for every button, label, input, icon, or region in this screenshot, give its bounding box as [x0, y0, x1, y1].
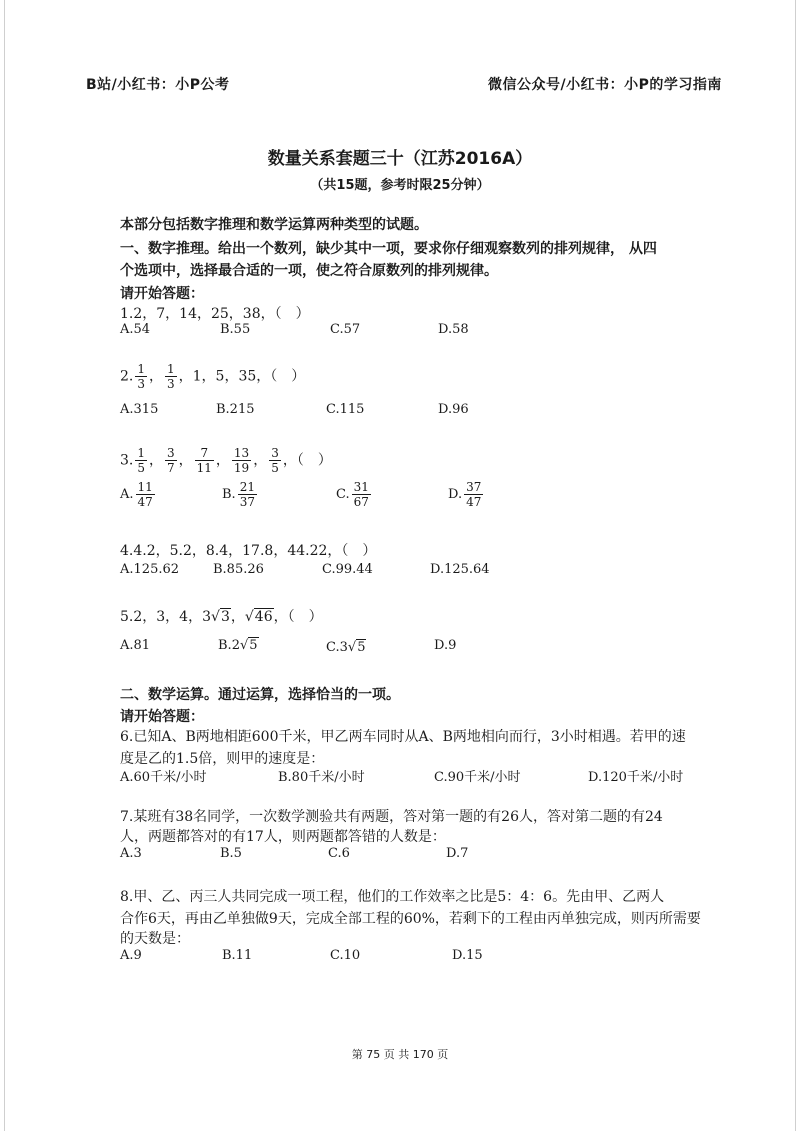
- fraction-denominator: 11: [196, 461, 212, 475]
- fraction-denominator: 3: [137, 377, 145, 391]
- q8-option-d: D.15: [452, 948, 483, 963]
- q6-option-c: C.90千米/小时: [434, 770, 521, 785]
- header-right: 微信公众号/小红书：小P的学习指南: [488, 77, 722, 93]
- q1-option-b: B.55: [220, 322, 251, 337]
- q2-rest: ，1，5，35，（ ）: [178, 368, 306, 385]
- q2-option-a: A.315: [120, 402, 159, 417]
- q1-option-c: C.57: [330, 322, 361, 337]
- page-subtitle: （共15题，参考时限25分钟）: [310, 178, 490, 193]
- q4-stem: 4.4.2，5.2，8.4，17.8，44.22，（ ）: [120, 543, 377, 559]
- section1-start: 请开始答题：: [120, 286, 204, 302]
- separator: ，: [149, 368, 163, 385]
- q4-option-c: C.99.44: [322, 562, 373, 577]
- fraction-numerator: 1: [137, 446, 145, 460]
- q7-option-a: A.3: [120, 846, 142, 861]
- q8-line2: 合作6天，再由乙单独做9天，完成全部工程的60%，若剩下的工程由丙单独完成，则丙所需要: [120, 911, 701, 927]
- q5-prefix: 5.2，3，4，: [120, 609, 203, 625]
- radical-icon: √: [244, 609, 254, 625]
- coefficient: 3: [339, 640, 348, 655]
- separator: ，: [215, 452, 230, 469]
- fraction-denominator: 19: [233, 461, 250, 475]
- fraction-numerator: 11: [137, 480, 153, 494]
- q3-fraction-1: [135, 446, 147, 475]
- q7-option-d: D.7: [446, 846, 469, 861]
- radical-icon: √: [347, 640, 357, 655]
- sqrt-expression: [348, 640, 367, 655]
- q1-option-a: A.54: [120, 322, 151, 337]
- q8-option-c: C.10: [330, 948, 361, 963]
- radicand: 5: [357, 640, 366, 655]
- fraction-numerator: 1: [137, 362, 145, 376]
- q5-option-c: [326, 640, 366, 655]
- option-fraction: [352, 480, 371, 509]
- q1-stem: 1.2，7，14，25，38，（ ）: [120, 306, 310, 322]
- q8-line1: 8.甲、乙、丙三人共同完成一项工程，他们的工作效率之比是5：4：6。先由甲、乙两人: [120, 889, 665, 905]
- q7-line1: 7.某班有38名同学，一次数学测验共有两题，答对第一题的有26人，答对第二题的有24: [120, 809, 663, 825]
- q2-option-c: C.115: [326, 402, 365, 417]
- sqrt-expression: [211, 609, 231, 625]
- fraction-denominator: 7: [167, 461, 175, 475]
- header-left: B站/小红书：小P公考: [86, 77, 230, 93]
- fraction-denominator: 37: [239, 495, 255, 509]
- fraction-numerator: 31: [353, 480, 369, 494]
- q5-option-b: [218, 638, 259, 653]
- q3-fraction-5: [269, 446, 281, 475]
- q3-option-b: [222, 480, 259, 509]
- fraction-denominator: 5: [271, 461, 279, 475]
- q3-fraction-2: [165, 446, 177, 475]
- q3-prefix: 3.: [120, 452, 134, 469]
- fraction-numerator: 7: [200, 446, 209, 460]
- q5-stem: [120, 606, 323, 626]
- radicand: 5: [249, 638, 258, 653]
- q5-option-d: D.9: [434, 638, 457, 653]
- radicand: 3: [220, 609, 230, 625]
- fraction-numerator: 13: [233, 446, 250, 460]
- q6-option-a: A.60千米/小时: [120, 770, 207, 785]
- section1-heading-line2: 个选项中，选择最合适的一项，使之符合原数列的排列规律。: [120, 263, 498, 279]
- sqrt-expression: [245, 609, 274, 625]
- q4-option-d: D.125.64: [430, 562, 490, 577]
- q2-option-b: B.215: [216, 402, 255, 417]
- q1-option-d: D.58: [438, 322, 469, 337]
- option-letter: B.: [222, 487, 236, 502]
- fraction-numerator: 1: [167, 362, 175, 376]
- separator: ，: [253, 452, 268, 469]
- q2-prefix: 2.: [120, 368, 134, 385]
- radical-icon: √: [211, 609, 220, 625]
- intro-text: 本部分包括数字推理和数学运算两种类型的试题。: [120, 217, 428, 233]
- fraction-denominator: 47: [466, 495, 482, 509]
- q5-option-a: A.81: [120, 638, 151, 653]
- fraction-denominator: 67: [353, 495, 369, 509]
- section2-heading: 二、数学运算。通过运算，选择恰当的一项。: [120, 687, 400, 703]
- radicand: 46: [254, 609, 273, 625]
- option-letter: B.: [218, 638, 232, 653]
- fraction-numerator: 21: [239, 480, 255, 494]
- q6-line1: 6.已知A、B两地相距600千米，甲乙两车同时从A、B两地相向而行，3小时相遇。若甲的速: [120, 729, 686, 745]
- q7-option-b: B.5: [220, 846, 242, 861]
- q2-fraction-1: [135, 362, 147, 391]
- q7-option-c: C.6: [328, 846, 350, 861]
- sqrt-expression: [240, 638, 259, 653]
- page-edge-right: [795, 0, 796, 1131]
- q8-option-b: B.11: [222, 948, 253, 963]
- fraction-denominator: 47: [137, 495, 153, 509]
- radical-icon: √: [239, 638, 249, 653]
- q3-fraction-3: [195, 446, 214, 475]
- option-fraction: [464, 480, 483, 509]
- q3-option-a: [120, 480, 157, 509]
- q3-fraction-4: [232, 446, 251, 475]
- fraction-denominator: 5: [137, 461, 145, 475]
- separator: ，: [178, 452, 193, 469]
- page-edge-left: [4, 0, 5, 1131]
- q2-option-d: D.96: [438, 402, 469, 417]
- fraction-numerator: 3: [271, 446, 279, 460]
- option-fraction: [238, 480, 257, 509]
- q5-tail: ，（ ）: [273, 609, 323, 625]
- fraction-numerator: 3: [167, 446, 175, 460]
- option-fraction: [136, 480, 155, 509]
- fraction-denominator: 3: [167, 377, 175, 391]
- fraction-numerator: 37: [466, 480, 482, 494]
- q4-option-b: B.85.26: [213, 562, 264, 577]
- q3-option-d: [448, 480, 485, 509]
- section2-start: 请开始答题：: [120, 709, 204, 725]
- q2-fraction-2: [165, 362, 177, 391]
- option-letter: C.: [326, 640, 340, 655]
- q3-stem: [120, 446, 332, 475]
- q6-line2: 度是乙的1.5倍，则甲的速度是：: [120, 751, 325, 767]
- page-title: 数量关系套题三十（江苏2016A）: [267, 149, 533, 169]
- option-letter: C.: [336, 487, 350, 502]
- q7-line2: 人，两题都答对的有17人，则两题都答错的人数是：: [120, 829, 446, 845]
- coefficient: 2: [231, 638, 240, 653]
- q2-stem: [120, 362, 305, 391]
- q8-line3: 的天数是：: [120, 931, 190, 947]
- option-letter: D.: [448, 487, 463, 502]
- q3-tail: ，（ ）: [282, 452, 332, 469]
- section1-heading-line1: 一、数字推理。给出一个数列，缺少其中一项，要求你仔细观察数列的排列规律， 从四: [120, 241, 657, 257]
- q6-option-d: D.120千米/小时: [588, 770, 684, 785]
- q8-option-a: A.9: [120, 948, 142, 963]
- q4-option-a: A.125.62: [120, 562, 180, 577]
- q6-option-b: B.80千米/小时: [278, 770, 365, 785]
- page-number: 第 75 页 共 170 页: [351, 1048, 449, 1061]
- separator: ，: [149, 452, 163, 469]
- separator: ，: [230, 609, 245, 625]
- option-letter: A.: [120, 487, 134, 502]
- q3-option-c: [336, 480, 373, 509]
- q5-coef: 3: [202, 609, 212, 625]
